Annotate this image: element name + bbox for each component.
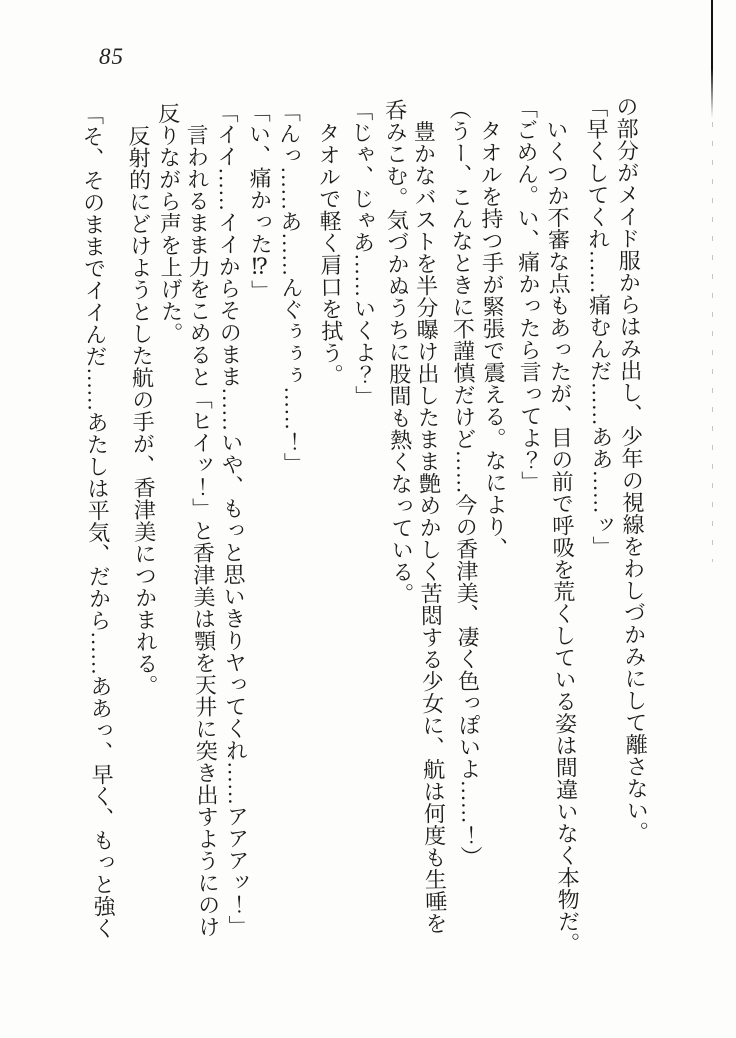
page-border-artifact-dashes [712,122,713,562]
paragraph: 豊かなバストを半分曝け出したまま艶めかしく苦悶する少女に、航は何度も生唾を 呑みこむ。気づかぬうちに股間も熱くなっている。 [382,98,449,935]
paragraph: いくつか不審な点もあったが、目の前で呼吸を荒くしている姿は間違いなく本物だ。 [544,118,582,955]
paragraph: 反射的にどけようとした航の手が、香津美につかまれる。 [126,124,160,697]
paragraph: 「ごめん。い、痛かったら言ってよ？」 [513,96,545,493]
paragraph: 「じゃ、じゃあ……いくよ？」 [348,98,379,408]
paragraph: 「い、痛かった⁉」 [246,100,275,302]
page-number: 85 [99,44,124,69]
paragraph: 「んっ……あ……んぐぅぅぅ……！」 [276,100,308,475]
paragraph: 「そ、そのままでイイんだ……あたしは平気、だから……ああっ、早く、もっと強く [79,102,117,940]
paragraph: の部分がメイド服からはみ出し、少年の視線をわしづかみにして離さない。 [614,95,651,844]
page-border-artifact-top-right [711,0,713,118]
paragraph: 「早くしてくれ……痛むんだ……ああ……ッ」 [583,95,616,558]
paragraph: 言われるまま力をこめると「ヒイッ！」と香津美は顎を天井に突き出すようにのけ 反りながら声を上げた。 [155,101,222,938]
page-text [75,95,652,965]
paragraph: タオルで軽く肩口を拭う。 [315,121,345,386]
paragraph: 「イイ……イイからそのまま……いや、もっと思いきりヤってくれ……アアアッ！」 [214,100,252,938]
paragraph: タオルを持つ手が緊張で震える。なにより、 [477,119,510,560]
paragraph: （うー、こんなときに不謹慎だけど……今の香津美、凄く色っぽいよ……！） [447,97,484,868]
